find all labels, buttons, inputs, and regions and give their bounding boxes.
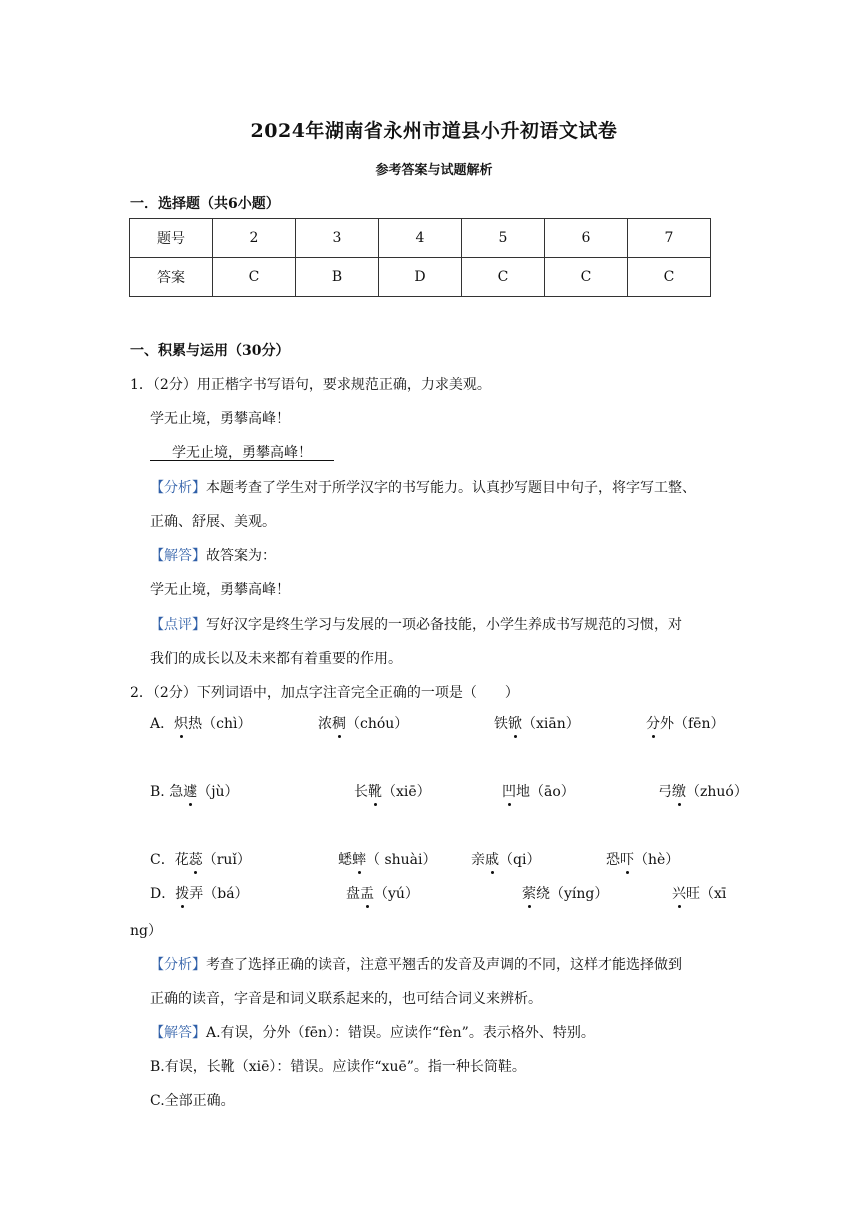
word-text: 急 [169,784,184,800]
word-text: 恐 [606,852,620,868]
dotted-char: 戚 [485,852,499,868]
section-choice-heading: 一．选择题（共6小题） [130,196,280,212]
option-label: C． [150,852,175,868]
comment-tag: 【点评】 [150,617,206,633]
dotted-char: 蕊 [188,852,203,868]
dotted-char: 盂 [360,886,374,902]
q2-stem: 2．（2分）下列词语中，加点字注音完全正确的一项是（ ） [130,685,519,701]
solution-text: 故答案为： [206,548,276,564]
solution-tag: 【解答】 [150,548,206,564]
option-a-word-3 [494,713,580,733]
option-label: B. [150,784,170,800]
option-b-word-1 [150,781,239,801]
q1-answer-line: 学无止境，勇攀高峰！ [150,442,334,461]
option-b-word-3 [502,781,575,801]
page-title: 2024年湖南省永州市道县小升初语文试卷 [250,120,618,142]
word-text: （ruǐ） [202,852,251,868]
word-text: 铁 [494,716,508,732]
option-d-word-3 [522,883,608,903]
table-row [130,219,711,258]
word-text: 蟋 [338,852,352,868]
dotted-char: 兴 [672,886,686,902]
word-text: 长 [354,784,368,800]
q1-comment-line-2: 我们的成长以及未来都有着重要的作用。 [150,651,402,667]
q1-solution-answer: 学无止境，勇攀高峰！ [150,582,290,598]
table-cell: 题号 [130,219,213,258]
table-cell: B [296,258,379,297]
table-cell: D [379,258,462,297]
q2-solution-line-3: C.全部正确。 [150,1093,235,1109]
option-b-word-2 [354,781,431,801]
answer-table [129,218,711,297]
word-text: 弓 [658,784,672,800]
table-cell: C [545,258,628,297]
word-text: 弄（bá） [189,886,249,902]
analysis-text: 考查了选择正确的读音，注意平翘舌的发音及声调的不同，这样才能选择做到 [206,957,682,973]
dotted-char: 锨 [508,716,522,732]
dotted-char: 遽 [183,784,198,800]
word-text: 旺（xī [686,886,727,902]
dotted-char: 蟀 [352,852,366,868]
word-text: （hè） [634,852,680,868]
word-text: 外（fēn） [660,716,725,732]
q1-stem: 1．（2分）用正楷字书写语句，要求规范正确，力求美观。 [130,377,491,393]
word-text: （yú） [374,886,419,902]
option-d-word-2 [346,883,419,903]
table-cell: C [628,258,711,297]
option-c-word-4 [606,849,679,869]
word-text: （zhuó） [686,784,748,800]
q2-solution-line-2: B.有误，长靴（xiē）：错误。应读作“xuē”。指一种长筒鞋。 [150,1059,526,1075]
word-text: 亲 [471,852,485,868]
table-cell: C [213,258,296,297]
option-label: D． [150,886,176,902]
option-d-wrap: ng） [130,923,162,939]
dotted-char: 炽 [174,716,189,732]
option-b-word-4 [658,781,748,801]
dotted-char: 靴 [368,784,382,800]
dotted-char: 萦 [522,886,536,902]
q1-sentence: 学无止境，勇攀高峰！ [150,411,290,427]
word-text: 热（chì） [188,716,252,732]
page-subtitle: 参考答案与试题解析 [375,163,493,178]
table-row [130,258,711,297]
option-c-word-1 [150,849,251,869]
section-accum-heading: 一、积累与运用（30分） [130,343,290,359]
word-text: （xiē） [382,784,431,800]
option-d-word-4 [672,883,726,903]
word-text: 花 [174,852,189,868]
option-a-word-4 [646,713,724,733]
word-text: （jù） [197,784,239,800]
analysis-tag: 【分析】 [150,480,206,496]
q1-analysis-line-2: 正确、舒展、美观。 [150,514,276,530]
dotted-char: 拨 [175,886,190,902]
table-cell: 3 [296,219,379,258]
table-cell: 2 [213,219,296,258]
word-text: （qi） [499,852,541,868]
analysis-text: 本题考查了学生对于所学汉字的书写能力。认真抄写题目中句子，将字写工整、 [206,480,696,496]
dotted-char: 吓 [620,852,634,868]
table-cell: 6 [545,219,628,258]
option-d-word-1 [150,883,249,903]
word-text: 浓 [318,716,332,732]
option-label: A． [150,716,175,732]
dotted-char: 分 [646,716,660,732]
dotted-char: 凹 [502,784,516,800]
word-text: 绕（yíng） [536,886,609,902]
table-cell: 4 [379,219,462,258]
comment-text: 写好汉字是终生学习与发展的一项必备技能，小学生养成书写规范的习惯，对 [206,617,682,633]
option-a-word-2 [318,713,408,733]
word-text: （xiān） [522,716,580,732]
table-cell: 答案 [130,258,213,297]
q1-comment-line-1 [150,614,682,634]
option-c-word-3 [471,849,540,869]
solution-text: A.有误，分外（fēn）：错误。应读作“fèn”。表示格外、特别。 [206,1025,595,1041]
option-c-word-2 [338,849,437,869]
q1-solution-line [150,545,276,565]
q2-solution-line-1 [150,1022,595,1042]
word-text: 地（āo） [516,784,575,800]
table-cell: 7 [628,219,711,258]
option-a-word-1 [150,713,251,733]
dotted-char: 稠 [332,716,346,732]
table-cell: C [462,258,545,297]
word-text: （ shuài） [366,852,437,868]
solution-tag: 【解答】 [150,1025,206,1041]
table-cell: 5 [462,219,545,258]
q2-analysis-line-1 [150,954,682,974]
q2-analysis-line-2: 正确的读音，字音是和词义联系起来的，也可结合词义来辨析。 [150,991,542,1007]
q1-analysis-line-1 [150,477,696,497]
dotted-char: 缴 [672,784,686,800]
word-text: （chóu） [346,716,409,732]
analysis-tag: 【分析】 [150,957,206,973]
word-text: 盘 [346,886,360,902]
